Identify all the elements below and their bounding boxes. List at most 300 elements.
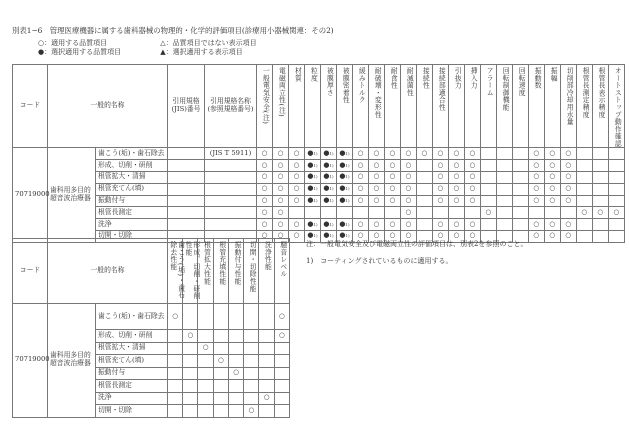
mark-cell [320,183,336,195]
mark-cell: ○ [416,148,432,160]
mark-cell: ○ [560,230,576,242]
mark-cell [576,219,592,231]
mark-cell: ○ [560,148,576,160]
mark-cell [512,171,528,183]
mark-cell: ○ [368,183,384,195]
mark-cell: ○ [464,171,480,183]
mark-cell [183,342,198,355]
mark-cell [480,160,496,172]
mark-cell [259,304,274,330]
mark-cell: ○ [544,195,560,207]
mark-cell: ○ [384,183,400,195]
mark-cell: ○ [560,171,576,183]
mark-cell: ○ [273,207,289,219]
mark-cell [592,195,608,207]
mark-cell [448,207,464,219]
item-cell: 歯こう(垢)・歯石除去 [96,304,168,330]
mark-cell [304,219,320,231]
item-cell: 根管拡大・清掃 [96,342,168,355]
mark-cell: ○ [432,183,448,195]
mark-cell [608,183,624,195]
column-header [576,65,592,148]
mark-cell [336,171,352,183]
column-header [257,65,273,148]
mark-cell [183,355,198,368]
table-row [13,171,625,183]
selective-mark: ●1) [307,231,318,240]
mark-cell [496,207,512,219]
mark-cell [320,207,336,219]
column-header-label: 被膜密着性 [341,67,350,104]
item-cell: 切開・切除 [96,405,168,418]
item-cell: 根管拡大・清掃 [96,171,168,183]
mark-cell [228,380,243,393]
mark-cell: ○ [384,195,400,207]
column-header [273,65,289,148]
column-header [244,239,259,304]
mark-cell [416,207,432,219]
mark-cell: ○ [528,171,544,183]
evaluation-table-physical-chemical [12,64,625,243]
mark-cell: ○ [432,219,448,231]
mark-cell [416,183,432,195]
standard-name-cell [205,160,257,172]
column-header-label: 洗浄性能 [263,241,272,271]
mark-cell: ○ [448,195,464,207]
column-header [228,239,243,304]
jis-number-cell [168,160,205,172]
mark-cell: ○ [448,160,464,172]
legend-display-item: △：品質項目ではない表示項目 [160,39,257,47]
column-header [448,65,464,148]
mark-cell [336,148,352,160]
mark-cell [228,330,243,343]
mark-cell: ○ [368,219,384,231]
mark-cell [336,183,352,195]
selective-mark: ●1) [307,195,318,204]
mark-cell: ○ [384,171,400,183]
mark-cell: ○ [464,219,480,231]
mark-cell [608,195,624,207]
mark-cell [198,405,213,418]
column-header [259,239,274,304]
column-header [496,65,512,148]
mark-cell: ○ [576,207,592,219]
header-code: コード [13,239,48,304]
mark-cell [608,148,624,160]
column-header-label: 根管充填性能 [217,241,226,285]
column-header-label: 接続性 [421,67,430,89]
mark-cell [183,392,198,405]
mark-cell [228,342,243,355]
header-jis-number: 引用規格(JIS)番号 [168,65,205,148]
jis-number-cell [168,183,205,195]
mark-cell [183,380,198,393]
mark-cell: ○ [368,160,384,172]
mark-cell: ○ [273,219,289,231]
mark-cell: ○ [544,148,560,160]
mark-cell [198,355,213,368]
mark-cell [228,405,243,418]
mark-cell [244,330,259,343]
mark-cell [304,160,320,172]
mark-cell: ○ [257,219,273,231]
selective-mark: ●1) [339,195,350,204]
mark-cell [213,304,228,330]
column-header [336,65,352,148]
mark-cell: ○ [368,148,384,160]
mark-cell [528,207,544,219]
column-header [480,65,496,148]
mark-cell [213,330,228,343]
mark-cell [592,183,608,195]
mark-cell [576,148,592,160]
mark-cell: ○ [544,171,560,183]
column-header [368,65,384,148]
mark-cell [304,171,320,183]
mark-cell [496,148,512,160]
mark-cell [512,195,528,207]
mark-cell [228,355,243,368]
selective-mark: ●1) [339,172,350,181]
column-header-label: 耐破壊・変形性 [373,67,382,119]
mark-cell [259,342,274,355]
header-general-name: 一般的名称 [48,65,168,148]
jis-number-cell [168,171,205,183]
mark-cell [304,195,320,207]
column-header-label: 一般電気安全(注) [261,67,270,125]
mark-cell [576,230,592,242]
mark-cell: ○ [432,148,448,160]
mark-cell: ○ [273,183,289,195]
mark-cell: ○ [528,160,544,172]
mark-cell: ○ [400,195,416,207]
standard-name-cell [205,219,257,231]
mark-cell [228,304,243,330]
mark-cell: ○ [448,219,464,231]
mark-cell: ○ [288,171,304,183]
mark-cell: ○ [560,160,576,172]
evaluation-table-performance [12,238,290,418]
mark-cell: ○ [464,183,480,195]
mark-cell [213,392,228,405]
mark-cell [432,207,448,219]
mark-cell [304,207,320,219]
column-header-label: 根管拡大性能 [202,241,211,285]
legend-optional: ●：選択適用する品質項目 [38,48,122,56]
selective-mark: ●1) [323,219,334,228]
mark-cell [592,160,608,172]
mark-cell [274,405,289,418]
mark-cell [480,195,496,207]
mark-cell [480,171,496,183]
column-header [274,239,289,304]
table-row [13,304,290,330]
mark-cell: ○ [257,230,273,242]
column-header [432,65,448,148]
mark-cell: ○ [352,195,368,207]
mark-cell [320,219,336,231]
mark-cell: ○ [257,171,273,183]
mark-cell: ○ [213,355,228,368]
note-coating: 1) コーティングされているものに適用する。 [306,257,453,265]
mark-cell [512,219,528,231]
mark-cell [168,380,183,393]
mark-cell [512,148,528,160]
column-header [464,65,480,148]
mark-cell [168,405,183,418]
column-header-label: 歯こう(垢)・歯石除去性能 [168,241,185,299]
mark-cell: ○ [544,183,560,195]
column-header [183,239,198,304]
general-name-cell: 歯科用多目的超音波治療器 [48,304,96,418]
mark-cell [213,367,228,380]
column-header [384,65,400,148]
mark-cell [496,171,512,183]
item-cell: 切開・切除 [96,230,168,242]
mark-cell [259,405,274,418]
mark-cell: ○ [560,219,576,231]
mark-cell: ○ [198,342,213,355]
mark-cell: ○ [288,195,304,207]
mark-cell [416,219,432,231]
mark-cell [274,355,289,368]
column-header [168,239,183,304]
column-header [560,65,576,148]
mark-cell [416,171,432,183]
column-header [544,65,560,148]
mark-cell: ○ [528,183,544,195]
selective-mark: ●1) [339,231,350,240]
mark-cell [608,230,624,242]
mark-cell: ○ [432,171,448,183]
mark-cell [608,160,624,172]
mark-cell [244,342,259,355]
mark-cell [288,207,304,219]
selective-mark: ●1) [307,184,318,193]
mark-cell [592,171,608,183]
column-header-label: 振動数 [533,67,542,89]
selective-mark: ●1) [323,148,334,157]
column-header-label: オートストップ動作確認 [613,67,622,148]
code-cell: 70719000 [13,148,48,242]
table-row [13,207,625,219]
mark-cell [244,380,259,393]
mark-cell: ○ [464,160,480,172]
table-row [13,148,625,160]
table-row [13,219,625,231]
column-header [416,65,432,148]
mark-cell: ○ [352,183,368,195]
mark-cell: ○ [464,195,480,207]
selective-mark: ●1) [323,195,334,204]
column-header-label: 電磁両立性(注) [277,67,286,118]
mark-cell [168,367,183,380]
mark-cell: ○ [273,148,289,160]
mark-cell [259,355,274,368]
mark-cell: ○ [257,207,273,219]
mark-cell: ○ [400,160,416,172]
column-header-label: 材質 [293,67,302,82]
mark-cell: ○ [352,219,368,231]
mark-cell: ○ [592,207,608,219]
mark-cell [274,380,289,393]
mark-cell: ○ [183,330,198,343]
column-header [512,65,528,148]
column-header [304,65,320,148]
mark-cell [592,230,608,242]
table-row [13,195,625,207]
mark-cell [512,160,528,172]
mark-cell: ○ [288,148,304,160]
header-general-name: 一般的名称 [48,239,168,304]
item-cell: 洗浄 [96,392,168,405]
legend-optional-display: ▲：選択適用する表示項目 [160,48,243,56]
standard-name-cell [205,195,257,207]
item-cell: 根管充てん(填) [96,183,168,195]
mark-cell: ○ [560,183,576,195]
mark-cell [512,183,528,195]
mark-cell [544,207,560,219]
column-header-label: 耐滅菌性 [405,67,414,97]
mark-cell [464,207,480,219]
mark-cell: ○ [608,207,624,219]
mark-cell [259,380,274,393]
mark-cell: ○ [448,183,464,195]
mark-cell [608,171,624,183]
mark-cell [416,160,432,172]
mark-cell [244,355,259,368]
document-title: 別表1−6 管理医療機器に属する歯科器械の物理的・化学的評価項目(診療用小器械関連：その2) [12,26,334,35]
mark-cell [384,207,400,219]
column-header [608,65,624,148]
mark-cell: ○ [400,219,416,231]
column-header [198,239,213,304]
column-header [213,239,228,304]
mark-cell: ○ [464,148,480,160]
mark-cell [576,160,592,172]
mark-cell [274,392,289,405]
item-cell: 振動付与 [96,195,168,207]
mark-cell [183,304,198,330]
mark-cell [213,405,228,418]
mark-cell [320,148,336,160]
item-cell: 根管長測定 [96,207,168,219]
mark-cell: ○ [257,195,273,207]
mark-cell: ○ [560,195,576,207]
mark-cell [336,219,352,231]
mark-cell: ○ [384,148,400,160]
mark-cell: ○ [352,171,368,183]
selective-mark: ●1) [307,148,318,157]
mark-cell [496,219,512,231]
column-header-label: 根管長測定精度 [581,67,590,119]
mark-cell: ○ [528,148,544,160]
mark-cell [198,304,213,330]
column-header-label: 根管長表示精度 [597,67,606,119]
mark-cell [608,219,624,231]
item-cell: 歯こう(垢)・歯石除去 [96,148,168,160]
mark-cell [213,342,228,355]
mark-cell: ○ [432,195,448,207]
mark-cell: ○ [480,207,496,219]
mark-cell [228,392,243,405]
mark-cell: ○ [257,160,273,172]
column-header [400,65,416,148]
mark-cell [274,367,289,380]
selective-mark: ●1) [323,184,334,193]
mark-cell [168,392,183,405]
mark-cell: ○ [273,160,289,172]
mark-cell: ○ [528,230,544,242]
mark-cell: ○ [352,160,368,172]
general-name-cell: 歯科用多目的超音波治療器 [48,148,96,242]
selective-mark: ●1) [339,184,350,193]
mark-cell [496,160,512,172]
jis-number-cell [168,195,205,207]
item-cell: 根管長測定 [96,380,168,393]
mark-cell: ○ [368,171,384,183]
mark-cell: ○ [432,160,448,172]
selective-mark: ●1) [339,160,350,169]
mark-cell [244,392,259,405]
mark-cell [198,380,213,393]
standard-name-cell [205,183,257,195]
mark-cell: ○ [384,230,400,242]
mark-cell [198,330,213,343]
mark-cell [183,367,198,380]
header-code: コード [13,65,48,148]
item-cell: 振動付与 [96,367,168,380]
mark-cell: ○ [384,219,400,231]
mark-cell: ○ [384,160,400,172]
selective-mark: ●1) [307,172,318,181]
mark-cell [480,219,496,231]
mark-cell: ○ [244,405,259,418]
mark-cell: ○ [400,183,416,195]
mark-cell: ○ [544,219,560,231]
mark-cell [416,195,432,207]
column-header-label: 引抜力 [453,67,462,89]
column-header-label: 切削部冷却用水量 [565,67,574,126]
item-cell: 形成、切削・研削 [96,330,168,343]
standard-name-cell [205,171,257,183]
column-header-label: 緩みトルク [357,67,366,104]
mark-cell: ○ [273,171,289,183]
jis-number-cell [168,219,205,231]
mark-cell: ○ [288,219,304,231]
mark-cell [320,160,336,172]
selective-mark: ●1) [323,160,334,169]
mark-cell: ○ [464,230,480,242]
column-header [528,65,544,148]
mark-cell [320,171,336,183]
mark-cell: ○ [400,230,416,242]
mark-cell [274,342,289,355]
mark-cell: ○ [352,230,368,242]
mark-cell: ○ [257,183,273,195]
mark-cell [168,330,183,343]
mark-cell: ○ [273,195,289,207]
column-header-label: 振幅 [549,67,558,82]
column-header [352,65,368,148]
note-electrical: 注：一般電気安全及び電磁両立性の評価項目は、別表2を参照のこと。 [306,240,528,248]
mark-cell [592,148,608,160]
item-cell: 根管充てん(填) [96,355,168,368]
mark-cell [576,183,592,195]
mark-cell [168,342,183,355]
mark-cell: ○ [288,183,304,195]
